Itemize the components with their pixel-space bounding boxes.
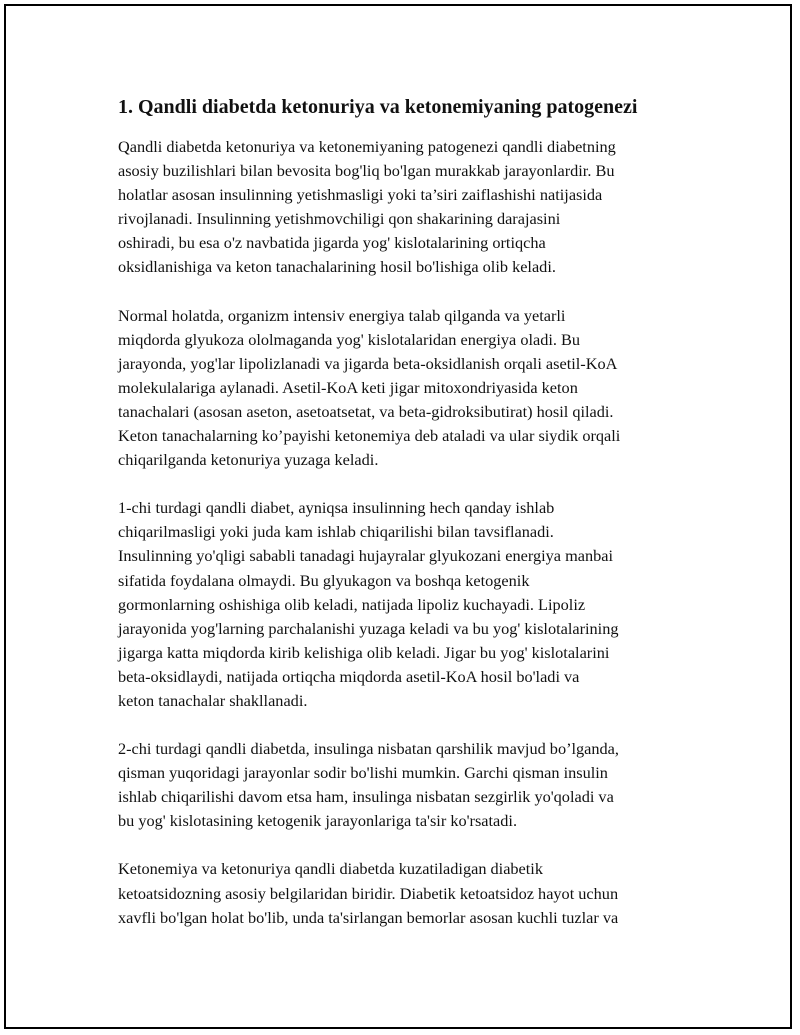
section-heading: 1. Qandli diabetda ketonuriya va ketonemiyaning patogenezi	[118, 96, 638, 118]
text-line: chiqarilmasligi yoki juda kam ishlab chiqarilishi bilan tavsiflanadi.	[118, 522, 554, 542]
paragraph	[118, 304, 690, 473]
text-line: ketoatsidozning asosiy belgilaridan biridir. Diabetik ketoatsidoz hayot uchun	[118, 883, 619, 903]
text-line: qisman yuqoridagi jarayonlar sodir bo'lishi mumkin. Garchi qisman insulin	[118, 763, 608, 783]
text-line: chiqarilganda ketonuriya yuzaga keladi.	[118, 450, 379, 470]
text-line: 1-chi turdagi qandli diabet, ayniqsa insulinning hech qanday ishlab	[118, 498, 555, 518]
text-line: tanachalari (asosan aseton, asetoatsetat, va beta-gidroksibutirat) hosil qiladi.	[118, 401, 614, 421]
text-line: oshiradi, bu esa o'z navbatida jigarda yog' kislotalarining ortiqcha	[118, 233, 546, 253]
text-line: oksidlanishiga va keton tanachalarining hosil bo'lishiga olib keladi.	[118, 257, 556, 277]
text-line: beta-oksidlaydi, natijada ortiqcha miqdorda asetil-KoA hosil bo'ladi va	[118, 666, 580, 686]
paragraph	[118, 135, 690, 280]
paragraph	[118, 737, 690, 833]
text-line: rivojlanadi. Insulinning yetishmovchiligi qon shakarining darajasini	[118, 209, 561, 229]
text-line: sifatida foydalana olmaydi. Bu glyukagon va boshqa ketogenik	[118, 570, 530, 590]
text-line: Insulinning yo'qligi sababli tanadagi hujayralar glyukozani energiya manbai	[118, 546, 614, 566]
text-line: gormonlarning oshishiga olib keladi, natijada lipoliz kuchayadi. Lipoliz	[118, 594, 586, 614]
text-line: jigarga katta miqdorda kirib kelishiga olib keladi. Jigar bu yog' kislotalarini	[118, 642, 610, 662]
text-line: ishlab chiqarilishi davom etsa ham, insulinga nisbatan sezgirlik yo'qoladi va	[118, 787, 614, 807]
text-line: Normal holatda, organizm intensiv energiya talab qilganda va yetarli	[118, 305, 566, 325]
text-line: molekulalariga aylanadi. Asetil-KoA keti jigar mitoxondriyasida keton	[118, 377, 578, 397]
paragraph	[118, 496, 690, 713]
paragraph	[118, 857, 690, 929]
text-line: asosiy buzilishlari bilan bevosita bog'liq bo'lgan murakkab jarayonlardir. Bu	[118, 161, 615, 181]
text-line: bu yog' kislotasining ketogenik jarayonlariga ta'sir ko'rsatadi.	[118, 811, 518, 831]
text-line: jarayonda, yog'lar lipolizlanadi va jigarda beta-oksidlanish orqali asetil-KoA	[118, 353, 618, 373]
text-line: Ketonemiya va ketonuriya qandli diabetda kuzatiladigan diabetik	[118, 859, 543, 879]
text-line: miqdorda glyukoza ololmaganda yog' kislotalaridan energiya oladi. Bu	[118, 329, 581, 349]
text-line: jarayonida yog'larning parchalanishi yuzaga keladi va bu yog' kislotalarining	[118, 618, 619, 638]
text-line: Keton tanachalarning ko’payishi ketonemiya deb ataladi va ular siydik orqali	[118, 426, 621, 446]
text-line: xavfli bo'lgan holat bo'lib, unda ta'sirlangan bemorlar asosan kuchli tuzlar va	[118, 907, 619, 927]
text-line: 2-chi turdagi qandli diabetda, insulinga nisbatan qarshilik mavjud bo’lganda,	[118, 739, 619, 759]
text-line: holatlar asosan insulinning yetishmasligi yoki ta’siri zaiflashishi natijasida	[118, 185, 603, 205]
document-body	[118, 93, 690, 954]
text-line: keton tanachalar shakllanadi.	[118, 690, 308, 710]
text-line: Qandli diabetda ketonuriya va ketonemiyaning patogenezi qandli diabetning	[118, 137, 616, 156]
